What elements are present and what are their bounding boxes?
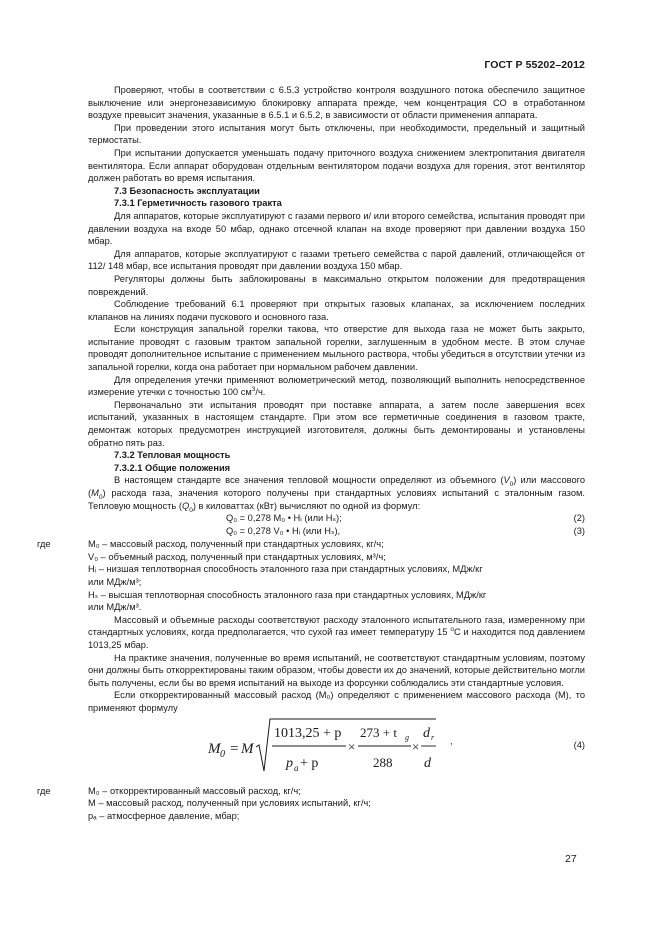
paragraph: Регуляторы должны быть заблокированы в максимально открытом положении для предотвращения повреждений. xyxy=(88,273,585,297)
formula-m: M xyxy=(241,740,254,757)
subscript: 0 xyxy=(509,481,514,489)
superscript: о xyxy=(450,626,454,634)
paragraph xyxy=(88,474,585,512)
fraction-3-numerator: d xyxy=(423,725,430,741)
paragraph: Первоначально эти испытания проводят при поставке аппарата, а затем после завершения всех испытаний, указанных в настоящем стандарте. При этом все герметичные соединения в газовом тракте, демонтаж которых предусмотрен инструкцией изготовителя, должны быть демонтированы и установлены обратно пять раз. xyxy=(88,399,585,448)
fraction-1-denominator-a-sub: a xyxy=(294,762,299,773)
text: В настоящем стандарте все значения тепловой мощности определяют из объемного ( xyxy=(114,475,504,486)
paragraph: Если конструкция запальной горелки такова, что отверстие для выхода газа не может быть закрыто, испытание проводят с газовым трактом запальной горелки, заглушенным в удобном месте. В этом случае проводят дополнительное испытание с применением мыльного раствора, чтобы убедиться в отсутствии утечки из запальной горелки, когда она работает при нормальном рабочем давлении. xyxy=(88,324,585,373)
formula-lhs: M xyxy=(208,740,221,757)
times-sign: × xyxy=(348,738,356,754)
fraction-1-denominator-a: p xyxy=(286,755,293,771)
text: С и находится под давлением 1013,25 мбар. xyxy=(88,627,585,650)
fraction-1-denominator-b: + p xyxy=(300,755,319,771)
text: Для определения утечки применяют волюметрический метод, позволяющий выполнить непосредственное измерение утечки с точностью 100 см xyxy=(88,374,585,398)
paragraph: Проверяют, чтобы в соответствии с 6.5.3 устройство контроля воздушного потока обеспечило защитное выключение или энергонезависимую блокировку аппарата прежде, чем концентрация СО в отработанном воздухе превысит значения, указанные в 6.5.1 и 6.5.2, в зависимости от области применения аппарата. xyxy=(88,85,585,121)
equation-4 xyxy=(88,715,585,785)
fraction-2-numerator-sub: g xyxy=(405,732,409,742)
paragraph: При проведении этого испытания могут быть отключены, при необходимости, предельный и защитный термостаты. xyxy=(88,122,585,146)
symbol: Q xyxy=(181,500,190,511)
paragraph: На практике значения, полученные во время испытаний, не соответствуют стандартным условиям, поэтому они должны быть откорректированы таким образом, чтобы довести их до значений, которые действительно могли быть получены, если бы во время испытаний на выходе из форсунки соблюдались эти стандартные условия. xyxy=(88,652,585,688)
formula-4-svg xyxy=(208,715,438,783)
fraction-1-numerator: 1013,25 + p xyxy=(274,725,342,741)
definitions-list xyxy=(37,785,585,823)
equation-number: (2) xyxy=(573,513,585,524)
paragraph: Для аппаратов, которые эксплуатируют с газами третьего семейства с парой давлений, отличающейся от 112/ 148 мбар, все испытания проводят при давлении воздуха 150 мбар. xyxy=(88,248,585,272)
standard-header: ГОСТ Р 55202–2012 xyxy=(484,59,585,71)
fraction-3-numerator-sub: r xyxy=(431,732,435,742)
definition: V₀ – объемный расход, полученный при стандартных условиях, м³/ч; xyxy=(88,551,386,562)
subscript: 0 xyxy=(189,506,193,514)
paragraph: Если откорректированный массовый расход (M₀) определяют с применением массового расхода (M), то применяют формулу xyxy=(88,690,585,713)
text: /ч. xyxy=(255,387,266,398)
equation-3 xyxy=(88,525,585,538)
text: Массовый и объемные расходы соответствуют расходу эталонного испытательного газа, измеренному при стандартных условиях, когда предполагается, что сухой газ имеет температуру 15 xyxy=(88,614,585,638)
definition: pₐ – атмосферное давление, мбар; xyxy=(88,810,240,821)
text: ) расхода газа, значения которого получены при стандартных условиях испытаний с эталонным газом. Тепловую мощность ( xyxy=(88,488,585,511)
formula-lhs-sub: 0 xyxy=(220,748,225,760)
fraction-2-numerator: 273 + t xyxy=(360,724,397,740)
text: ) или массового ( xyxy=(88,475,586,498)
formula-comma: , xyxy=(450,735,453,746)
formula-equals: = xyxy=(230,740,239,757)
definition: M₀ – массовый расход, полученный при стандартных условиях, кг/ч; xyxy=(88,539,384,550)
definition: Hᵢ – низшая теплотворная способность эталонного газа при стандартных условиях, МДж/кг xyxy=(88,564,483,575)
symbol: V xyxy=(503,475,510,486)
paragraph: При испытании допускается уменьшать подачу приточного воздуха снижением электропитания двигателя вентилятора. Если аппарат оборудован отдельным вентилятором подачи воздуха для горения, этот вентилятор должен работать во время испытания. xyxy=(88,147,585,184)
section-heading: 7.3.1 Герметичность газового тракта xyxy=(114,198,282,209)
paragraph: Соблюдение требований 6.1 проверяют при открытых газовых клапанах, за исключением последних клапанов на линиях подачи пускового и основного газа. xyxy=(88,299,585,322)
definition: M – массовый расход, полученный при условиях испытаний, кг/ч; xyxy=(88,798,371,809)
document-body xyxy=(37,84,586,822)
section-heading: 7.3.2.1 Общие положения xyxy=(114,462,231,473)
definition-continuation: или МДж/м³; xyxy=(88,576,142,587)
equation-expression: Q₀ = 0,278 M₀ • Hᵢ (или Hₛ); xyxy=(226,513,342,524)
paragraph xyxy=(88,614,585,652)
definition: M₀ – откорректированный массовый расход, кг/ч; xyxy=(88,785,301,796)
definitions-list xyxy=(37,538,585,614)
equation-2 xyxy=(88,512,585,525)
symbol: M xyxy=(91,488,99,498)
section-heading: 7.3.2 Тепловая мощность xyxy=(114,450,231,461)
equation-expression: Q₀ = 0,278 V₀ • Hᵢ (или Hₛ), xyxy=(226,526,341,537)
times-sign: × xyxy=(412,738,420,754)
fraction-3-denominator: d xyxy=(424,755,431,771)
equation-number: (4) xyxy=(573,739,585,750)
where-label: где xyxy=(37,785,51,796)
paragraph: Для аппаратов, которые эксплуатируют с газами первого и/ или второго семейства, испытания проводят при давлении воздуха на входе 50 мбар, однако отсечной клапан на входе проверяют при давлении воздуха 150 мбар. xyxy=(88,210,585,247)
paragraph xyxy=(88,374,585,399)
superscript: 3 xyxy=(251,386,256,394)
page-number: 27 xyxy=(565,853,577,865)
fraction-2-denominator: 288 xyxy=(373,754,393,770)
definition: Hₛ – высшая теплотворная способность эталонного газа при стандартных условиях, МДж/кг xyxy=(88,589,487,600)
text: ) в киловаттах (кВт) вычисляют по одной из формул: xyxy=(192,500,421,511)
section-heading: 7.3 Безопасность эксплуатации xyxy=(114,185,260,196)
subscript: 0 xyxy=(98,493,103,501)
where-label: где xyxy=(37,539,51,550)
equation-number: (3) xyxy=(573,526,585,537)
definition-continuation: или МДж/м³. xyxy=(88,602,142,613)
